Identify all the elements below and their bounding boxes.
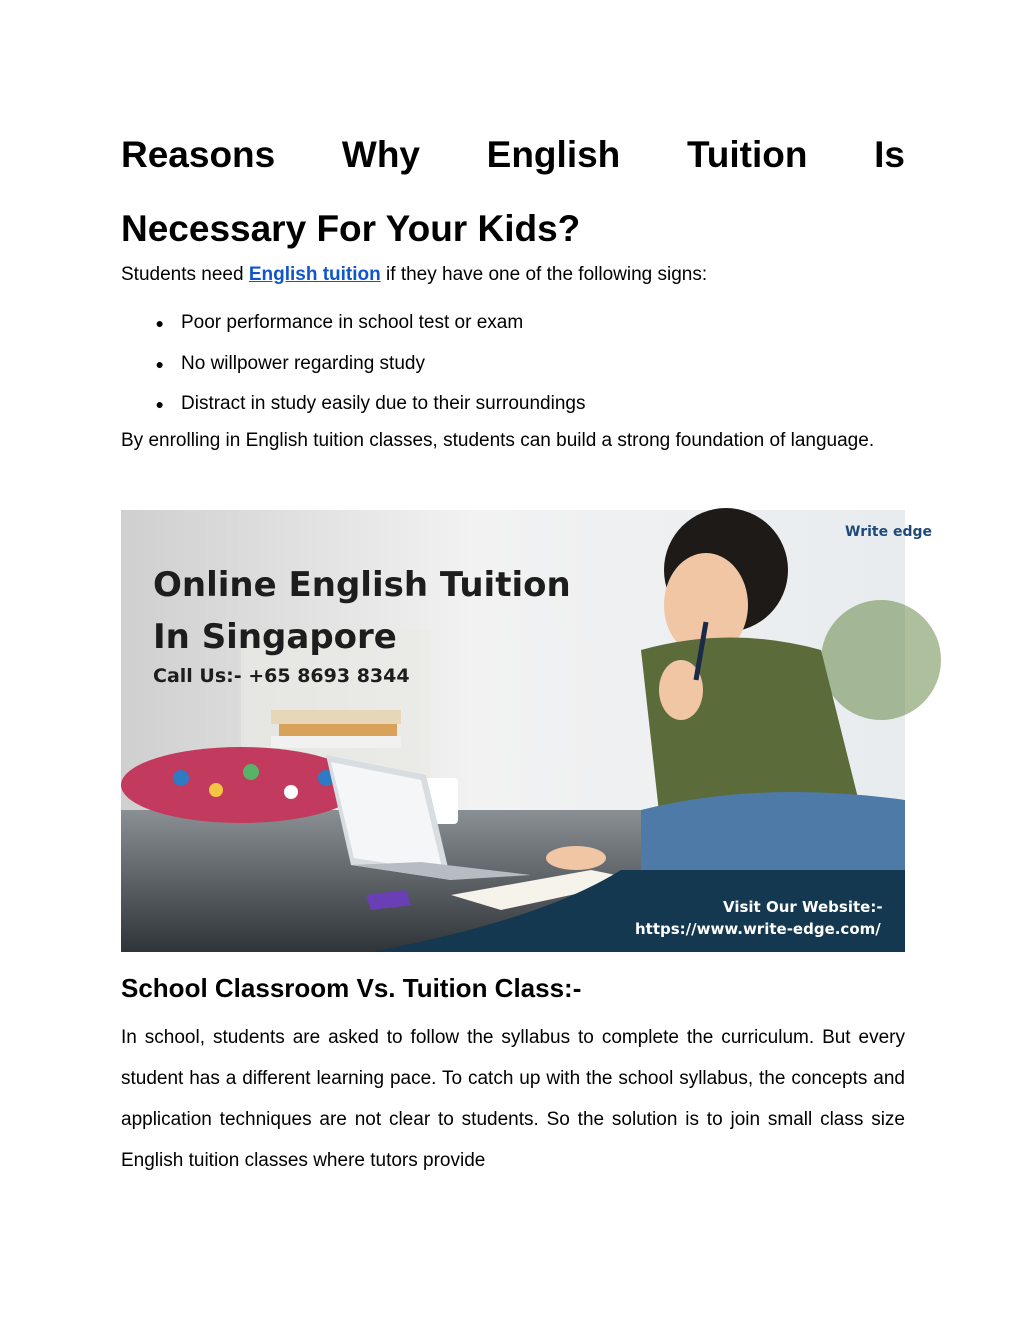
- intro-before: Students need: [121, 264, 249, 285]
- title-word: English: [486, 134, 621, 175]
- banner-headline-1: Online English Tuition: [153, 565, 571, 605]
- paragraph-classroom: In school, students are asked to follow the syllabus to complete the curriculum. But every student has a different learning pace. To catch up with the school syllabus, the concepts and application techniques are not clear to students. So the solution is to join small class size English tuition classes where tutors provide: [121, 1027, 905, 1171]
- list-item-text: No willpower regarding study: [181, 352, 425, 374]
- child-jeans-shape: [641, 792, 905, 870]
- intro-text: [121, 264, 905, 286]
- page-title: [121, 118, 905, 266]
- bullet-icon: ●: [155, 315, 164, 332]
- plant-shape: [821, 600, 941, 720]
- banner-url: https://www.write-edge.com/: [635, 920, 881, 938]
- signs-list: [121, 303, 905, 425]
- title-line-2: Necessary For Your Kids?: [121, 208, 581, 249]
- banner-headline-2: In Singapore: [153, 617, 397, 657]
- books-shape: [271, 710, 401, 724]
- title-word: Is: [874, 134, 905, 175]
- paragraph-foundation: By enrolling in English tuition classes, students can build a strong foundation of language.: [121, 430, 875, 451]
- intro-after: if they have one of the following signs:: [380, 264, 708, 285]
- promo-banner-image: [121, 510, 932, 952]
- title-word: Why: [341, 134, 420, 175]
- bullet-icon: ●: [155, 355, 164, 372]
- bullet-icon: ●: [155, 396, 164, 413]
- list-item-text: Poor performance in school test or exam: [181, 312, 524, 334]
- english-tuition-link[interactable]: English tuition: [248, 264, 381, 285]
- brand-logo: Write edge: [845, 524, 932, 540]
- title-word: Reasons: [121, 134, 276, 175]
- list-item-text: Distract in study easily due to their surroundings: [181, 393, 586, 415]
- list-item: [121, 303, 905, 344]
- list-item: [121, 384, 905, 425]
- title-word: Tuition: [686, 134, 808, 175]
- section-heading: School Classroom Vs. Tuition Class:-: [121, 973, 582, 1003]
- banner-phone: Call Us:- +65 8693 8344: [153, 665, 410, 687]
- banner-visit-label: Visit Our Website:-: [723, 898, 883, 916]
- list-item: [121, 344, 905, 385]
